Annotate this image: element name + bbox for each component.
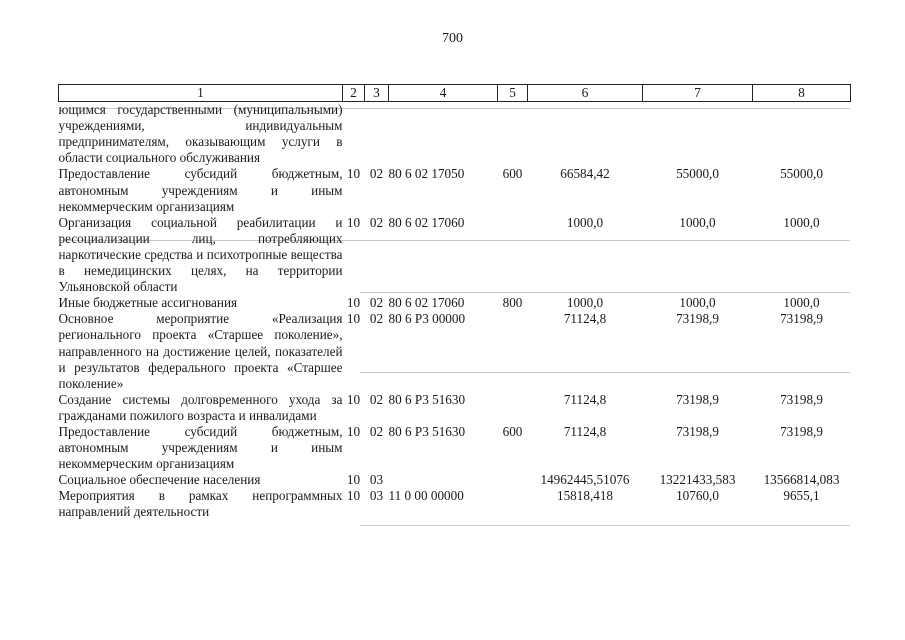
row-year2: 13221433,583 xyxy=(659,472,736,488)
row-year1: 15818,418 xyxy=(556,488,614,504)
table-row xyxy=(59,311,851,391)
row-year1: 71124,8 xyxy=(563,311,607,327)
row-csr xyxy=(389,472,498,488)
row-year1 xyxy=(528,102,643,167)
row-csr: 11 0 00 00000 xyxy=(388,488,464,504)
row-year3: 9655,1 xyxy=(783,488,820,504)
row-year1: 66584,42 xyxy=(560,166,610,182)
col-header-5: 5 xyxy=(498,85,528,102)
row-pr: 02 xyxy=(369,166,384,182)
row-rz: 10 xyxy=(346,488,361,504)
row-year2: 10760,0 xyxy=(676,488,719,504)
row-vr xyxy=(498,488,528,520)
row-csr: 80 6 02 17060 xyxy=(388,295,465,311)
row-name: Иные бюджетные ассигнования xyxy=(58,295,238,311)
col-header-6: 6 xyxy=(528,85,643,102)
row-rz: 10 xyxy=(346,166,361,182)
table-row xyxy=(59,215,851,295)
col-header-1: 1 xyxy=(59,85,343,102)
row-pr: 02 xyxy=(369,214,384,230)
row-vr xyxy=(498,215,528,295)
row-vr xyxy=(498,472,528,488)
row-year1: 1000,0 xyxy=(566,295,604,311)
row-pr: 02 xyxy=(369,295,384,311)
row-year1: 71124,8 xyxy=(563,423,607,439)
row-vr: 600 xyxy=(502,423,523,439)
row-year2 xyxy=(643,102,753,167)
row-pr: 02 xyxy=(369,423,384,439)
row-name: Социальное обеспечение населения xyxy=(58,472,261,488)
row-rz xyxy=(343,102,365,167)
row-year2: 1000,0 xyxy=(679,295,716,311)
table-row xyxy=(59,488,851,520)
col-header-7: 7 xyxy=(643,85,753,102)
row-rz: 10 xyxy=(346,214,361,230)
row-year2: 73198,9 xyxy=(676,391,719,407)
row-year3: 73198,9 xyxy=(780,391,823,407)
table-header-row xyxy=(59,85,851,102)
row-year1: 1000,0 xyxy=(566,214,604,230)
row-name: Предоставление субсидий бюджетным, автономным учреждениям и иным некоммерческим организациям xyxy=(58,166,343,214)
row-year3: 55000,0 xyxy=(780,166,823,182)
col-header-2: 2 xyxy=(343,85,365,102)
col-header-4: 4 xyxy=(389,85,498,102)
row-name: ющимся государственными (муниципальными) учреждениями, индивидуальным предпринимателям, оказывающим услуги в области социального обслуживания xyxy=(58,102,343,166)
row-pr xyxy=(365,102,389,167)
row-year3: 13566814,083 xyxy=(763,472,840,488)
col-header-3: 3 xyxy=(365,85,389,102)
row-year2: 55000,0 xyxy=(676,166,719,182)
row-rz: 10 xyxy=(346,423,361,439)
row-csr: 80 6 Р3 51630 xyxy=(388,391,466,407)
row-year3: 73198,9 xyxy=(780,423,823,439)
row-year3 xyxy=(753,102,851,167)
row-csr: 80 6 Р3 00000 xyxy=(388,311,466,327)
row-vr xyxy=(498,102,528,167)
row-rz: 10 xyxy=(346,391,361,407)
row-year2: 73198,9 xyxy=(676,423,719,439)
col-header-8: 8 xyxy=(753,85,851,102)
table-row xyxy=(59,392,851,424)
row-vr xyxy=(498,311,528,391)
row-vr xyxy=(498,392,528,424)
table-row xyxy=(59,166,851,214)
row-year1: 71124,8 xyxy=(563,391,607,407)
row-name: Мероприятия в рамках непрограммных направлений деятельности xyxy=(58,488,343,520)
budget-table xyxy=(58,84,851,521)
row-pr: 03 xyxy=(369,472,384,488)
row-vr: 800 xyxy=(502,295,523,311)
row-rz: 10 xyxy=(346,472,361,488)
row-name: Создание системы долговременного ухода за гражданами пожилого возраста и инвалидами xyxy=(58,391,343,423)
row-rz: 10 xyxy=(346,295,361,311)
table-row xyxy=(59,102,851,167)
row-vr: 600 xyxy=(502,166,523,182)
row-name: Основное мероприятие «Реализация регионального проекта «Старшее поколение», направленного на достижение целей, показателей и результатов федерального проекта «Старшее поколение» xyxy=(58,311,343,391)
row-pr: 03 xyxy=(369,488,384,504)
row-rz: 10 xyxy=(346,311,361,327)
row-pr: 02 xyxy=(369,391,384,407)
page-number: 700 xyxy=(442,31,463,46)
row-name: Организация социальной реабилитации и ресоциализации лиц, потребляющих наркотические средства и психотропные вещества в немедицинских целях, на территории Ульяновской области xyxy=(58,214,343,295)
row-csr xyxy=(389,102,498,167)
table-row xyxy=(59,295,851,311)
row-csr: 80 6 02 17050 xyxy=(388,166,465,182)
row-year2: 1000,0 xyxy=(679,214,716,230)
row-csr: 80 6 02 17060 xyxy=(388,214,465,230)
row-year1: 14962445,51076 xyxy=(540,472,630,488)
row-csr: 80 6 Р3 51630 xyxy=(388,423,466,439)
row-year3: 73198,9 xyxy=(780,311,823,327)
row-pr: 02 xyxy=(369,311,384,327)
scan-line xyxy=(360,525,850,526)
row-year2: 73198,9 xyxy=(676,311,719,327)
table-row xyxy=(59,472,851,488)
row-year3: 1000,0 xyxy=(783,214,820,230)
row-name: Предоставление субсидий бюджетным, автономным учреждениям и иным некоммерческим организациям xyxy=(58,423,343,472)
row-year3: 1000,0 xyxy=(783,295,820,311)
table-row xyxy=(59,424,851,472)
